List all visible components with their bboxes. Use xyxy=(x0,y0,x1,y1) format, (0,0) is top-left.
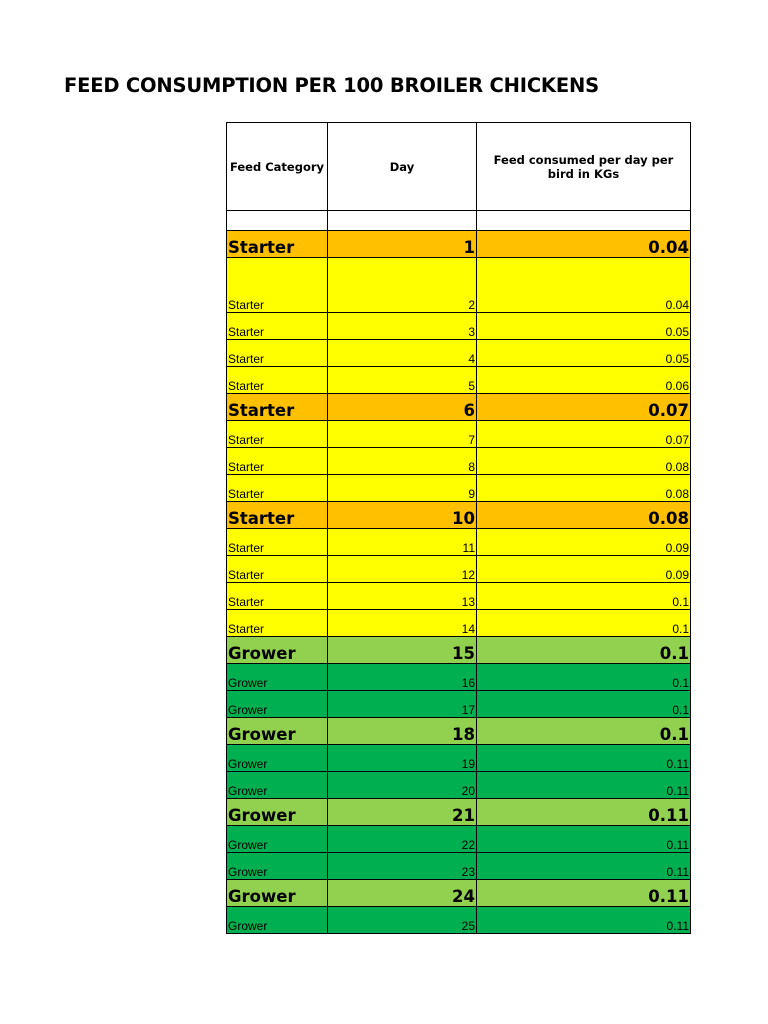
cell-feed-category[interactable]: Starter xyxy=(227,340,328,367)
cell-day[interactable]: 2 xyxy=(328,258,477,313)
cell-feed-consumed[interactable]: 0.07 xyxy=(477,421,691,448)
cell-day[interactable]: 15 xyxy=(328,637,477,664)
cell-feed-consumed[interactable]: 0.06 xyxy=(477,367,691,394)
cell-feed-consumed[interactable]: 0.11 xyxy=(477,826,691,853)
header-day[interactable]: Day xyxy=(328,123,477,211)
cell-feed-consumed[interactable]: 0.1 xyxy=(477,583,691,610)
cell-feed-category[interactable]: Grower xyxy=(227,880,328,907)
cell-feed-category[interactable]: Grower xyxy=(227,691,328,718)
header-feed-category[interactable]: Feed Category xyxy=(227,123,328,211)
cell-day[interactable]: 10 xyxy=(328,502,477,529)
table-row xyxy=(227,853,691,880)
cell-feed-category[interactable]: Grower xyxy=(227,799,328,826)
cell-feed-category[interactable]: Grower xyxy=(227,853,328,880)
cell-day[interactable]: 24 xyxy=(328,880,477,907)
cell-feed-consumed[interactable]: 0.1 xyxy=(477,637,691,664)
cell-day[interactable]: 9 xyxy=(328,475,477,502)
table-row xyxy=(227,718,691,745)
cell-feed-consumed[interactable]: 0.07 xyxy=(477,394,691,421)
cell-feed-category[interactable]: Grower xyxy=(227,826,328,853)
cell-day[interactable]: 1 xyxy=(328,231,477,258)
cell-feed-category[interactable]: Grower xyxy=(227,718,328,745)
table-row xyxy=(227,772,691,799)
cell-feed-consumed[interactable]: 0.1 xyxy=(477,691,691,718)
cell-day[interactable]: 3 xyxy=(328,313,477,340)
blank-cell[interactable] xyxy=(227,211,328,231)
cell-day[interactable]: 6 xyxy=(328,394,477,421)
cell-feed-consumed[interactable]: 0.05 xyxy=(477,313,691,340)
cell-feed-category[interactable]: Grower xyxy=(227,772,328,799)
cell-feed-consumed[interactable]: 0.08 xyxy=(477,475,691,502)
cell-feed-category[interactable]: Starter xyxy=(227,367,328,394)
table-row xyxy=(227,502,691,529)
cell-feed-category[interactable]: Starter xyxy=(227,556,328,583)
cell-day[interactable]: 11 xyxy=(328,529,477,556)
cell-feed-consumed[interactable]: 0.04 xyxy=(477,231,691,258)
cell-feed-category[interactable]: Grower xyxy=(227,637,328,664)
cell-day[interactable]: 14 xyxy=(328,610,477,637)
cell-feed-consumed[interactable]: 0.1 xyxy=(477,610,691,637)
table-row xyxy=(227,475,691,502)
cell-feed-consumed[interactable]: 0.09 xyxy=(477,556,691,583)
cell-day[interactable]: 18 xyxy=(328,718,477,745)
cell-feed-category[interactable]: Starter xyxy=(227,313,328,340)
table-row xyxy=(227,556,691,583)
cell-feed-consumed[interactable]: 0.1 xyxy=(477,718,691,745)
cell-feed-category[interactable]: Grower xyxy=(227,745,328,772)
cell-feed-category[interactable]: Starter xyxy=(227,448,328,475)
header-feed-consumed[interactable]: Feed consumed per day per bird in KGs xyxy=(477,123,691,211)
cell-day[interactable]: 17 xyxy=(328,691,477,718)
table-row xyxy=(227,313,691,340)
cell-feed-category[interactable]: Starter xyxy=(227,258,328,313)
table-row xyxy=(227,421,691,448)
table-row xyxy=(227,691,691,718)
table-row xyxy=(227,880,691,907)
table-row xyxy=(227,610,691,637)
cell-feed-category[interactable]: Starter xyxy=(227,502,328,529)
cell-day[interactable]: 25 xyxy=(328,907,477,934)
header-row xyxy=(227,123,691,211)
table-row xyxy=(227,448,691,475)
cell-feed-consumed[interactable]: 0.11 xyxy=(477,745,691,772)
cell-feed-category[interactable]: Starter xyxy=(227,610,328,637)
table-row xyxy=(227,826,691,853)
cell-feed-consumed[interactable]: 0.11 xyxy=(477,907,691,934)
cell-feed-consumed[interactable]: 0.08 xyxy=(477,502,691,529)
cell-day[interactable]: 7 xyxy=(328,421,477,448)
cell-day[interactable]: 20 xyxy=(328,772,477,799)
cell-feed-consumed[interactable]: 0.11 xyxy=(477,880,691,907)
table-row xyxy=(227,258,691,313)
cell-feed-consumed[interactable]: 0.04 xyxy=(477,258,691,313)
cell-feed-consumed[interactable]: 0.09 xyxy=(477,529,691,556)
document-title: FEED CONSUMPTION PER 100 BROILER CHICKENS xyxy=(64,74,599,97)
cell-day[interactable]: 23 xyxy=(328,853,477,880)
cell-feed-consumed[interactable]: 0.05 xyxy=(477,340,691,367)
cell-day[interactable]: 13 xyxy=(328,583,477,610)
blank-row xyxy=(227,211,691,231)
cell-feed-consumed[interactable]: 0.11 xyxy=(477,799,691,826)
cell-feed-category[interactable]: Grower xyxy=(227,664,328,691)
table-row xyxy=(227,799,691,826)
table-row xyxy=(227,637,691,664)
table-row xyxy=(227,394,691,421)
cell-feed-consumed[interactable]: 0.11 xyxy=(477,772,691,799)
table-row xyxy=(227,745,691,772)
cell-feed-consumed[interactable]: 0.08 xyxy=(477,448,691,475)
table-row xyxy=(227,231,691,258)
feed-table xyxy=(226,122,691,934)
cell-feed-consumed[interactable]: 0.1 xyxy=(477,664,691,691)
table-row xyxy=(227,367,691,394)
cell-feed-category[interactable]: Starter xyxy=(227,231,328,258)
blank-cell[interactable] xyxy=(477,211,691,231)
table-row xyxy=(227,583,691,610)
cell-day[interactable]: 22 xyxy=(328,826,477,853)
cell-day[interactable]: 21 xyxy=(328,799,477,826)
table-row xyxy=(227,340,691,367)
cell-day[interactable]: 12 xyxy=(328,556,477,583)
cell-feed-category[interactable]: Starter xyxy=(227,421,328,448)
cell-day[interactable]: 19 xyxy=(328,745,477,772)
blank-cell[interactable] xyxy=(328,211,477,231)
cell-feed-category[interactable]: Starter xyxy=(227,529,328,556)
cell-feed-consumed[interactable]: 0.11 xyxy=(477,853,691,880)
cell-day[interactable]: 8 xyxy=(328,448,477,475)
cell-feed-category[interactable]: Starter xyxy=(227,475,328,502)
cell-feed-category[interactable]: Grower xyxy=(227,907,328,934)
table-row xyxy=(227,907,691,934)
table-row xyxy=(227,529,691,556)
cell-day[interactable]: 4 xyxy=(328,340,477,367)
cell-feed-category[interactable]: Starter xyxy=(227,394,328,421)
cell-day[interactable]: 5 xyxy=(328,367,477,394)
cell-feed-category[interactable]: Starter xyxy=(227,583,328,610)
table-row xyxy=(227,664,691,691)
cell-day[interactable]: 16 xyxy=(328,664,477,691)
